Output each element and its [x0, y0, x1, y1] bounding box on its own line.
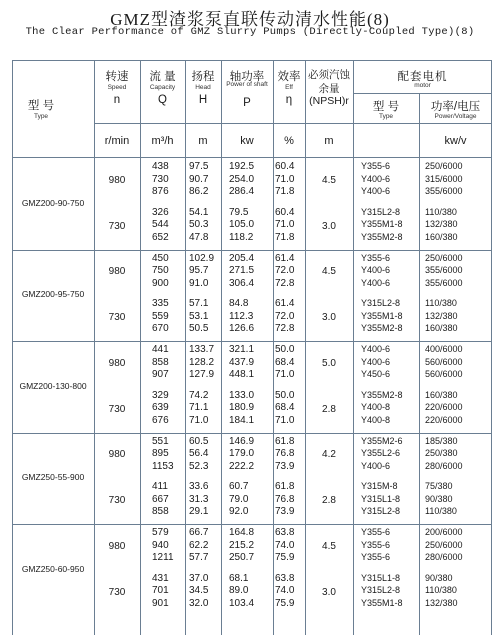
motor-pv-value: 110/380: [425, 585, 457, 596]
grid-line-top: [12, 60, 492, 61]
head-value: 50.5: [189, 323, 209, 335]
header-shaftpower-sym: P: [243, 97, 251, 109]
motor-pv-value: 250/6000: [425, 539, 463, 550]
eff-value: 74.0: [275, 539, 295, 551]
motor-type-value: Y355M2-8: [361, 231, 403, 242]
head-value: 52.3: [189, 460, 209, 472]
motor-pv-value: 110/380: [425, 506, 457, 517]
eff-value: 61.8: [275, 481, 295, 493]
speed-value: 980: [108, 174, 126, 186]
motor-type-value: Y355-6: [361, 252, 391, 263]
power-value: 205.4: [229, 252, 255, 264]
grid-line-motor-split: [353, 93, 492, 94]
capacity-value: 940: [152, 539, 169, 551]
capacity-value: 450: [152, 252, 169, 264]
head-value: 71.0: [189, 414, 209, 426]
capacity-value: 579: [152, 527, 169, 538]
header-capacity-en: Capacity: [149, 84, 176, 91]
motor-type-value: Y315L2-8: [361, 585, 401, 596]
head-value: 133.7: [189, 344, 215, 355]
motor-pv-value: 132/380: [425, 310, 458, 321]
power-value: 306.4: [229, 277, 255, 289]
unit-head: m: [198, 135, 208, 147]
eff-value: 72.0: [275, 310, 295, 322]
header-motor-en: motor: [414, 82, 431, 89]
motor-pv-value: 132/380: [425, 597, 458, 608]
head-value: 57.7: [189, 552, 209, 564]
npsh-value: 3.0: [322, 586, 336, 598]
power-value: 60.7: [229, 481, 249, 493]
motor-type-value: Y355M1-8: [361, 219, 403, 230]
motor-type-value: Y315L2-8: [361, 298, 401, 309]
motor-type-value: Y315L1-8: [361, 493, 401, 504]
head-value: 29.1: [189, 506, 209, 518]
head-value: 54.1: [189, 206, 209, 218]
header-motor-type-en: Type: [378, 113, 394, 120]
motor-pv-value: 315/6000: [425, 173, 463, 184]
unit-npsh: m: [324, 135, 334, 147]
header-type-cn: 型 号: [27, 100, 55, 112]
header-motor-pv-en: Power/Voltage: [434, 113, 477, 120]
grid-line-col: [140, 60, 141, 635]
motor-pv-value: 220/6000: [425, 402, 463, 413]
grid-line-group: [12, 524, 492, 525]
header-head-en: Head: [195, 84, 211, 91]
title-chinese: GMZ型渣浆泵直联传动清水性能(8): [110, 10, 390, 29]
capacity-value: 670: [152, 323, 169, 335]
eff-value: 71.0: [275, 219, 295, 231]
power-value: 192.5: [229, 161, 255, 172]
head-value: 86.2: [189, 186, 209, 198]
motor-pv-value: 355/6000: [425, 265, 463, 276]
header-motor-cn: 配套电机: [397, 71, 448, 83]
speed-value: 980: [108, 449, 126, 461]
capacity-value: 544: [152, 219, 169, 231]
motor-pv-value: 90/380: [425, 493, 453, 504]
header-type-en: Type: [33, 113, 49, 120]
capacity-value: 701: [152, 585, 169, 597]
capacity-value: 329: [152, 389, 169, 401]
motor-type-value: Y400-6: [361, 173, 391, 184]
motor-pv-value: 200/6000: [425, 527, 463, 537]
head-value: 37.0: [189, 572, 209, 584]
eff-value: 75.9: [275, 597, 295, 609]
power-value: 118.2: [229, 231, 254, 243]
capacity-value: 411: [152, 481, 168, 493]
head-value: 74.2: [189, 389, 209, 401]
power-value: 254.0: [229, 173, 255, 185]
motor-type-value: Y400-6: [361, 356, 391, 367]
grid-line-group: [12, 250, 492, 251]
header-eff-cn: 效率: [277, 71, 301, 83]
npsh-value: 3.0: [322, 220, 336, 232]
performance-table: [12, 60, 492, 635]
speed-value: 730: [108, 312, 126, 324]
capacity-value: 335: [152, 298, 169, 310]
eff-value: 76.8: [275, 493, 295, 505]
header-shaftpower-en: Power of shaft: [226, 81, 268, 88]
power-value: 79.5: [229, 206, 249, 218]
motor-type-value: Y355M2-8: [361, 323, 403, 334]
head-value: 97.5: [189, 161, 209, 172]
eff-value: 74.0: [275, 585, 295, 597]
speed-value: 980: [108, 357, 126, 369]
capacity-value: 559: [152, 310, 169, 322]
capacity-value: 1211: [152, 552, 174, 564]
model-name: GMZ200-130-800: [19, 380, 87, 391]
eff-value: 73.9: [275, 460, 295, 472]
eff-value: 72.8: [275, 277, 295, 289]
header-eff-sym: η: [285, 94, 293, 106]
power-value: 68.1: [229, 572, 249, 584]
header-speed-cn: 转速: [105, 71, 129, 83]
eff-value: 61.4: [275, 252, 295, 264]
power-value: 92.0: [229, 506, 249, 518]
motor-pv-value: 250/380: [425, 448, 458, 459]
head-value: 31.3: [189, 493, 209, 505]
grid-line-group: [12, 341, 492, 342]
power-value: 448.1: [229, 369, 255, 381]
motor-pv-value: 560/6000: [425, 356, 463, 367]
motor-pv-value: 560/6000: [425, 369, 463, 380]
header-head-cn: 扬程: [191, 71, 215, 83]
npsh-value: 2.8: [322, 495, 336, 507]
motor-type-value: Y315L1-8: [361, 572, 401, 583]
unit-motor: kw/v: [444, 135, 467, 147]
grid-line-left: [12, 60, 13, 635]
header-speed-en: Speed: [107, 84, 127, 91]
power-value: 222.2: [229, 460, 255, 472]
power-value: 184.1: [229, 414, 255, 426]
power-value: 112.3: [229, 310, 254, 322]
header-eff-en: Eff: [285, 84, 293, 91]
motor-type-value: Y355-6: [361, 527, 391, 537]
capacity-value: 438: [152, 161, 169, 172]
motor-pv-value: 90/380: [425, 572, 453, 583]
npsh-value: 4.5: [322, 540, 336, 552]
eff-value: 71.8: [275, 231, 295, 243]
capacity-value: 750: [152, 265, 169, 277]
npsh-value: 5.0: [322, 357, 336, 369]
grid-line-units-top: [94, 123, 492, 124]
motor-type-value: Y315M-8: [361, 481, 398, 492]
motor-type-value: Y355M2-6: [361, 435, 403, 446]
power-value: 84.8: [229, 298, 249, 310]
power-value: 105.0: [229, 219, 255, 231]
capacity-value: 431: [152, 572, 169, 584]
eff-value: 71.8: [275, 186, 295, 198]
motor-pv-value: 110/380: [425, 206, 457, 217]
motor-pv-value: 250/6000: [425, 252, 463, 263]
motor-pv-value: 110/380: [425, 298, 457, 309]
motor-pv-value: 160/380: [425, 231, 458, 242]
motor-type-value: Y355M1-8: [361, 597, 403, 608]
motor-type-value: Y355-6: [361, 552, 391, 563]
motor-pv-value: 75/380: [425, 481, 453, 492]
header-capacity-sym: Q: [158, 94, 167, 106]
header-capacity-cn: 流 量: [149, 71, 176, 83]
eff-value: 71.0: [275, 173, 295, 185]
power-value: 286.4: [229, 186, 255, 198]
head-value: 62.2: [189, 539, 209, 551]
model-name: GMZ250-55-900: [21, 472, 85, 483]
motor-pv-value: 220/6000: [425, 414, 463, 425]
motor-pv-value: 355/6000: [425, 277, 463, 288]
title-english: The Clear Performance of GMZ Slurry Pumps (Directly-Coupled Type)(8): [25, 26, 475, 38]
header-motor-pv-cn: 功率/电压: [430, 101, 481, 113]
header-npsh-sym: (NPSH)r: [309, 95, 349, 107]
head-value: 71.1: [189, 402, 209, 414]
eff-value: 76.8: [275, 448, 295, 460]
power-value: 437.9: [229, 356, 255, 368]
motor-type-value: Y355-6: [361, 539, 391, 550]
model-name: GMZ200-95-750: [21, 289, 85, 300]
unit-speed: r/min: [104, 135, 130, 147]
capacity-value: 667: [152, 493, 169, 505]
head-value: 56.4: [189, 448, 209, 460]
eff-value: 68.4: [275, 402, 295, 414]
eff-value: 50.0: [275, 389, 295, 401]
capacity-value: 901: [152, 597, 169, 609]
grid-line-group: [12, 433, 492, 434]
head-value: 66.7: [189, 527, 209, 538]
head-value: 127.9: [189, 369, 215, 381]
eff-value: 61.8: [275, 435, 295, 447]
motor-type-value: Y315L2-8: [361, 506, 401, 517]
npsh-value: 4.2: [322, 449, 336, 461]
motor-type-value: Y400-6: [361, 186, 391, 197]
speed-value: 730: [108, 586, 126, 598]
head-value: 57.1: [189, 298, 209, 310]
eff-value: 75.9: [275, 552, 295, 564]
grid-line-header-bottom: [12, 157, 492, 158]
motor-type-value: Y400-6: [361, 344, 391, 354]
speed-value: 730: [108, 403, 126, 415]
model-name: GMZ200-90-750: [21, 197, 85, 208]
eff-value: 72.0: [275, 265, 295, 277]
head-value: 91.0: [189, 277, 209, 289]
eff-value: 61.4: [275, 298, 295, 310]
grid-line-col: [221, 60, 222, 635]
header-speed-sym: n: [113, 94, 121, 106]
motor-pv-value: 400/6000: [425, 344, 463, 354]
capacity-value: 858: [152, 506, 169, 518]
power-value: 250.7: [229, 552, 255, 564]
eff-value: 68.4: [275, 356, 295, 368]
power-value: 79.0: [229, 493, 249, 505]
motor-pv-value: 160/380: [425, 323, 458, 334]
speed-value: 730: [108, 220, 126, 232]
head-value: 102.9: [189, 252, 215, 264]
capacity-value: 676: [152, 414, 169, 426]
motor-type-value: Y355L2-6: [361, 448, 401, 459]
motor-type-value: Y355-6: [361, 161, 391, 171]
grid-line-col-motor: [419, 93, 420, 635]
power-value: 271.5: [229, 265, 255, 277]
header-npsh-cn-2: 余量: [318, 83, 340, 95]
motor-pv-value: 132/380: [425, 219, 458, 230]
speed-value: 730: [108, 495, 126, 507]
npsh-value: 4.5: [322, 174, 336, 186]
capacity-value: 551: [152, 435, 169, 447]
eff-value: 73.9: [275, 506, 295, 518]
eff-value: 72.8: [275, 323, 295, 335]
speed-value: 980: [108, 540, 126, 552]
eff-value: 63.8: [275, 572, 295, 584]
motor-pv-value: 250/6000: [425, 161, 463, 171]
power-value: 89.0: [229, 585, 249, 597]
unit-power: kw: [240, 135, 254, 147]
npsh-value: 4.5: [322, 266, 336, 278]
npsh-value: 2.8: [322, 403, 336, 415]
motor-type-value: Y400-6: [361, 277, 391, 288]
power-value: 179.0: [229, 448, 255, 460]
power-value: 103.4: [229, 597, 255, 609]
power-value: 321.1: [229, 344, 255, 355]
power-value: 164.8: [229, 527, 255, 538]
motor-pv-value: 160/380: [425, 389, 458, 400]
motor-type-value: Y400-6: [361, 460, 391, 471]
motor-type-value: Y355M2-8: [361, 389, 403, 400]
capacity-value: 900: [152, 277, 169, 289]
header-head-sym: H: [198, 94, 208, 106]
motor-type-value: Y400-8: [361, 414, 391, 425]
head-value: 60.5: [189, 435, 209, 447]
capacity-value: 730: [152, 173, 169, 185]
power-value: 146.9: [229, 435, 255, 447]
eff-value: 71.0: [275, 369, 295, 381]
head-value: 90.7: [189, 173, 209, 185]
capacity-value: 326: [152, 206, 169, 218]
head-value: 33.6: [189, 481, 209, 493]
motor-pv-value: 280/6000: [425, 552, 463, 563]
eff-value: 63.8: [275, 527, 295, 538]
motor-type-value: Y315L2-8: [361, 206, 401, 217]
capacity-value: 639: [152, 402, 169, 414]
unit-capacity: m³/h: [151, 135, 174, 147]
motor-pv-value: 355/6000: [425, 186, 463, 197]
motor-pv-value: 280/6000: [425, 460, 463, 471]
eff-value: 60.4: [275, 206, 295, 218]
eff-value: 60.4: [275, 161, 295, 172]
motor-type-value: Y400-6: [361, 265, 391, 276]
eff-value: 71.0: [275, 414, 295, 426]
capacity-value: 907: [152, 369, 169, 381]
capacity-value: 876: [152, 186, 169, 198]
head-value: 34.5: [189, 585, 209, 597]
head-value: 128.2: [189, 356, 215, 368]
power-value: 180.9: [229, 402, 255, 414]
eff-value: 50.0: [275, 344, 295, 355]
header-motor-type-cn: 型 号: [372, 101, 400, 113]
head-value: 95.7: [189, 265, 209, 277]
speed-value: 980: [108, 266, 126, 278]
power-value: 133.0: [229, 389, 255, 401]
motor-pv-value: 185/380: [425, 435, 458, 446]
capacity-value: 858: [152, 356, 169, 368]
model-name: GMZ250-60-950: [21, 563, 85, 574]
grid-line-col: [353, 60, 354, 635]
motor-type-value: Y355M1-8: [361, 310, 403, 321]
npsh-value: 3.0: [322, 312, 336, 324]
unit-eff: %: [284, 135, 294, 147]
head-value: 53.1: [189, 310, 209, 322]
head-value: 50.3: [189, 219, 209, 231]
header-npsh-cn-1: 必须汽蚀: [308, 69, 350, 81]
capacity-value: 1153: [152, 460, 174, 472]
header-shaftpower-cn: 轴功率: [229, 71, 265, 83]
capacity-value: 652: [152, 231, 169, 243]
capacity-value: 895: [152, 448, 169, 460]
capacity-value: 441: [152, 344, 169, 355]
head-value: 32.0: [189, 597, 209, 609]
motor-type-value: Y450-6: [361, 369, 391, 380]
head-value: 47.8: [189, 231, 209, 243]
power-value: 215.2: [229, 539, 255, 551]
motor-type-value: Y400-8: [361, 402, 391, 413]
grid-line-col: [273, 60, 274, 635]
power-value: 126.6: [229, 323, 255, 335]
